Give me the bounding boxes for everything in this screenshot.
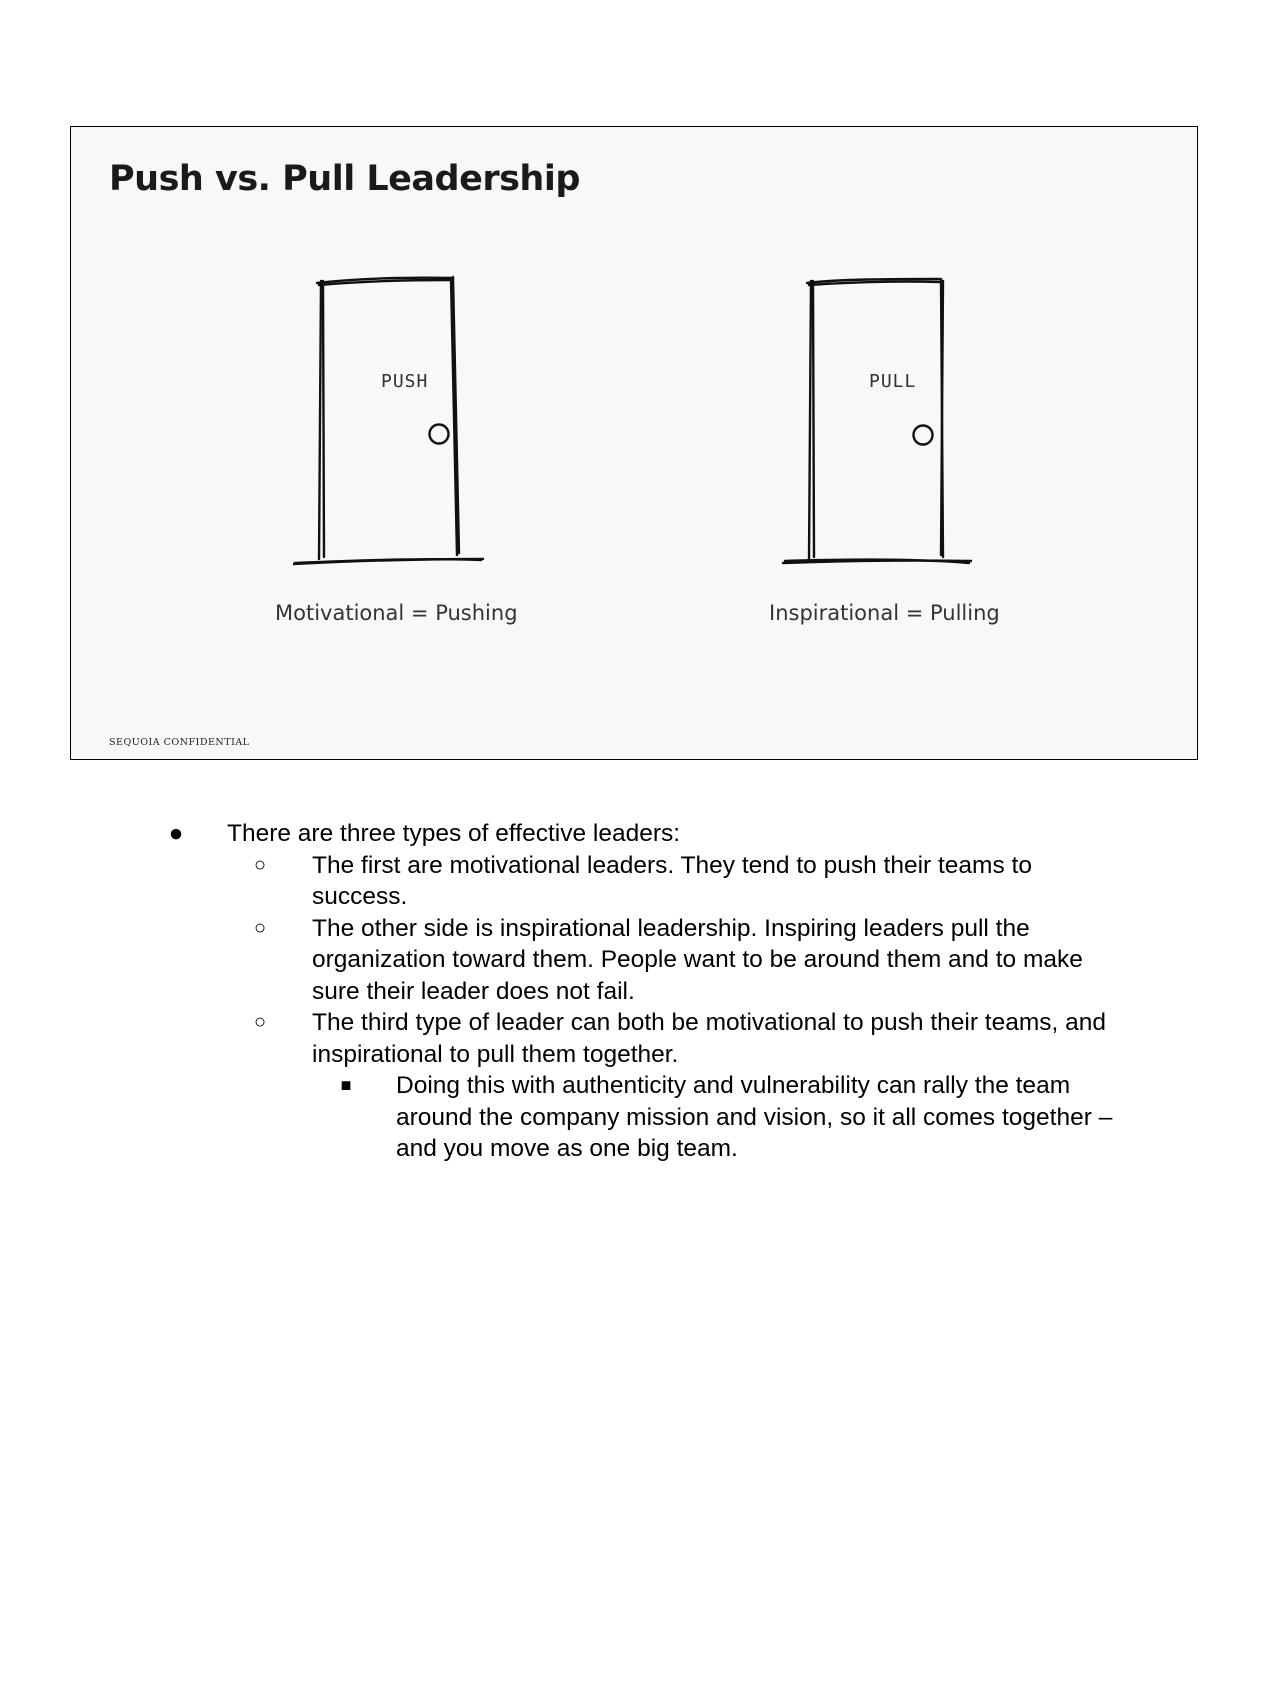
list-item [0, 818, 1262, 850]
list-item [0, 1007, 1132, 1070]
list-item [0, 1070, 1126, 1165]
speaker-notes [0, 818, 1262, 1165]
pull-caption: Inspirational = Pulling [769, 601, 1000, 625]
pull-door-illustration [781, 267, 991, 567]
bullet-circle-icon: ○ [253, 1011, 267, 1033]
bullet-disc-icon: ● [168, 820, 184, 847]
push-caption: Motivational = Pushing [275, 601, 518, 625]
list-item [0, 850, 1132, 913]
list-item-text: The third type of leader can both be motivational to push their teams, and inspirational to pull them together. [312, 1009, 1107, 1068]
bullet-circle-icon: ○ [253, 853, 267, 876]
bullet-square-icon: ■ [340, 1075, 352, 1095]
list-item-text: There are three types of effective leaders: [227, 820, 681, 847]
slide [70, 126, 1198, 760]
bullet-circle-icon: ○ [253, 916, 267, 939]
list-item [0, 913, 1132, 1008]
list-item-text: The other side is inspirational leadership. Inspiring leaders pull the organization toward them. People want to be around them and to make sure their leader does not fail. [312, 914, 1083, 1005]
pull-door-sign: PULL [869, 371, 917, 392]
push-door-sign: PUSH [381, 371, 429, 392]
list-item-text: The first are motivational leaders. They tend to push their teams to success. [312, 851, 1032, 910]
pull-door-icon [781, 267, 991, 567]
slide-title: Push vs. Pull Leadership [109, 159, 580, 199]
push-door-icon [293, 267, 503, 567]
list-item-text: Doing this with authenticity and vulnerability can rally the team around the company mission and vision, so it all comes together – and you move as one big team. [396, 1072, 1113, 1162]
confidential-footer: SEQUOIA CONFIDENTIAL [109, 737, 250, 748]
push-door-illustration [293, 267, 503, 567]
